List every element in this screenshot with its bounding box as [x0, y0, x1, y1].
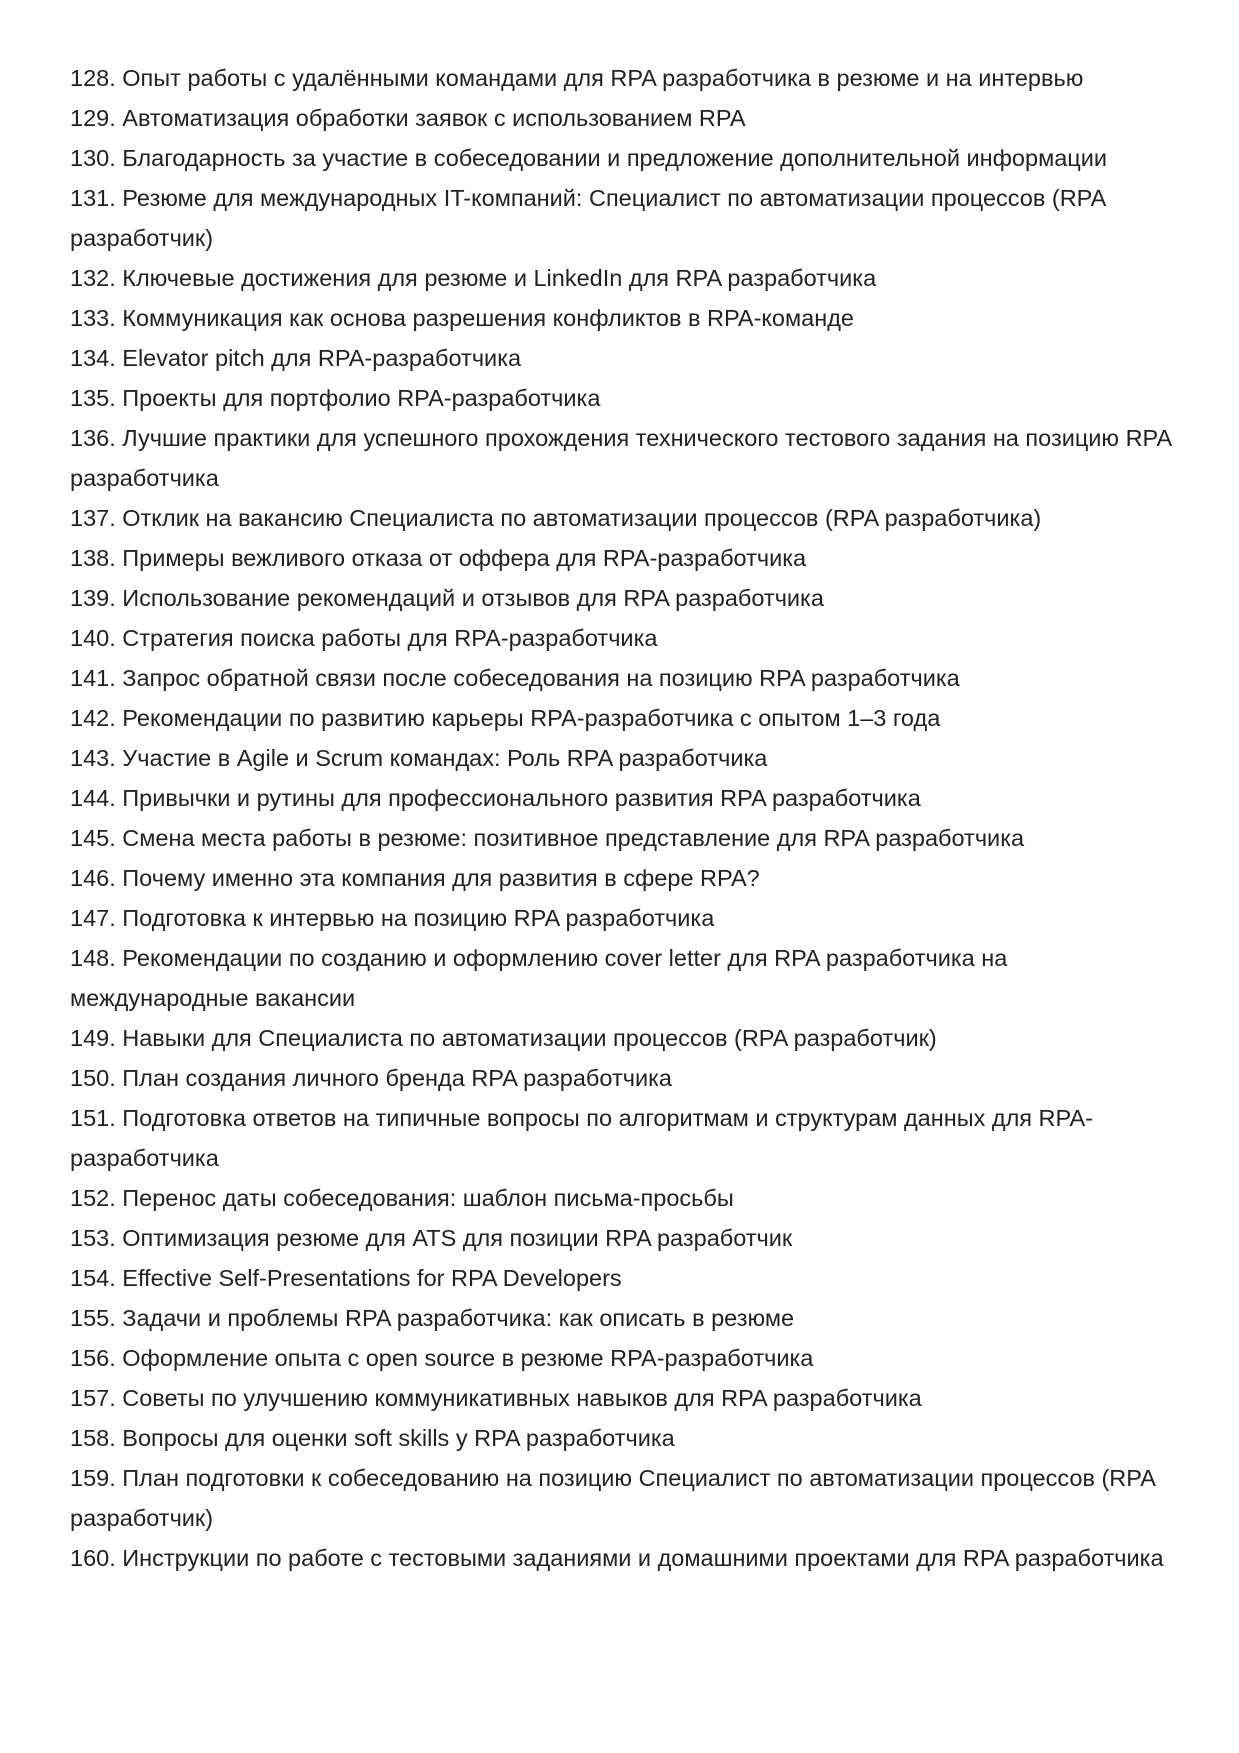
list-item: 145. Смена места работы в резюме: позитивное представление для RPA разработчика [70, 825, 1025, 851]
list-item: 137. Отклик на вакансию Специалиста по автоматизации процессов (RPA разработчика) [70, 505, 1042, 531]
list-item: 157. Советы по улучшению коммуникативных навыков для RPA разработчика [70, 1385, 922, 1411]
list-item: 148. Рекомендации по созданию и оформлению cover letter для RPA разработчика на международные вакансии [70, 945, 1008, 1011]
list-item: 154. Effective Self-Presentations for RPA Developers [70, 1265, 622, 1291]
list-item: 142. Рекомендации по развитию карьеры RPA-разработчика с опытом 1–3 года [70, 705, 941, 731]
list-item: 140. Стратегия поиска работы для RPA-разработчика [70, 625, 658, 651]
list-item: 134. Elevator pitch для RPA-разработчика [70, 345, 522, 371]
list-item: 150. План создания личного бренда RPA разработчика [70, 1065, 672, 1091]
list-item: 147. Подготовка к интервью на позицию RPA разработчика [70, 905, 715, 931]
list-item: 144. Привычки и рутины для профессионального развития RPA разработчика [70, 785, 921, 811]
list-item: 141. Запрос обратной связи после собеседования на позицию RPA разработчика [70, 665, 960, 691]
list-item: 149. Навыки для Специалиста по автоматизации процессов (RPA разработчик) [70, 1025, 937, 1051]
list-item: 156. Оформление опыта с open source в резюме RPA-разработчика [70, 1345, 814, 1371]
article-list [70, 58, 1180, 1578]
list-item: 133. Коммуникация как основа разрешения конфликтов в RPA-команде [70, 305, 854, 331]
list-item: 136. Лучшие практики для успешного прохождения технического тестового задания на позицию RPA разработчика [70, 425, 1171, 491]
list-item: 128. Опыт работы с удалёнными командами для RPA разработчика в резюме и на интервью [70, 65, 1084, 91]
list-item: 158. Вопросы для оценки soft skills у RPA разработчика [70, 1425, 675, 1451]
list-item: 159. План подготовки к собеседованию на позицию Специалист по автоматизации процессов (RPA разработчик) [70, 1465, 1155, 1531]
list-item: 129. Автоматизация обработки заявок с использованием RPA [70, 105, 746, 131]
list-item: 153. Оптимизация резюме для ATS для позиции RPA разработчик [70, 1225, 793, 1251]
list-item: 138. Примеры вежливого отказа от оффера для RPA-разработчика [70, 545, 807, 571]
list-item: 143. Участие в Agile и Scrum командах: Роль RPA разработчика [70, 745, 768, 771]
list-item: 155. Задачи и проблемы RPA разработчика: как описать в резюме [70, 1305, 795, 1331]
list-item: 152. Перенос даты собеседования: шаблон письма-просьбы [70, 1185, 734, 1211]
list-item: 151. Подготовка ответов на типичные вопросы по алгоритмам и структурам данных для RPA-разработчика [70, 1105, 1093, 1171]
list-item: 131. Резюме для международных IT-компаний: Специалист по автоматизации процессов (RPA разработчик) [70, 185, 1105, 251]
list-item: 139. Использование рекомендаций и отзывов для RPA разработчика [70, 585, 824, 611]
list-item: 146. Почему именно эта компания для развития в сфере RPA? [70, 865, 760, 891]
list-item: 132. Ключевые достижения для резюме и LinkedIn для RPA разработчика [70, 265, 877, 291]
list-item: 130. Благодарность за участие в собеседовании и предложение дополнительной информации [70, 145, 1108, 171]
list-item: 160. Инструкции по работе с тестовыми заданиями и домашними проектами для RPA разработчика [70, 1545, 1164, 1571]
list-item: 135. Проекты для портфолио RPA-разработчика [70, 385, 601, 411]
